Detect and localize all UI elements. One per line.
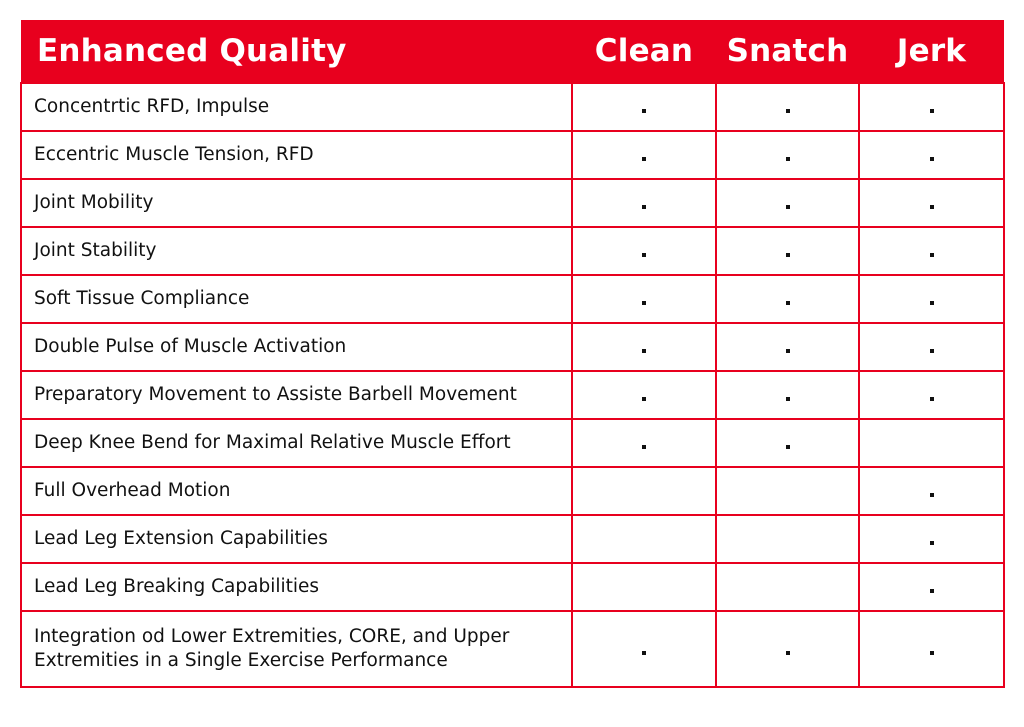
clean-cell [572, 419, 716, 467]
jerk-cell [859, 515, 1004, 563]
jerk-cell [859, 227, 1004, 275]
jerk-check-dot-icon [930, 301, 934, 305]
table-header-row [21, 20, 1004, 83]
snatch-check-dot-icon [786, 157, 790, 161]
jerk-cell [859, 467, 1004, 515]
snatch-cell [716, 179, 859, 227]
jerk-check-dot-icon [930, 205, 934, 209]
jerk-cell [859, 611, 1004, 687]
table-body [21, 83, 1004, 687]
jerk-check-dot-icon [930, 651, 934, 655]
quality-cell: Joint Stability [21, 227, 572, 275]
jerk-cell [859, 323, 1004, 371]
clean-cell [572, 611, 716, 687]
table-row [21, 227, 1004, 275]
snatch-check-dot-icon [786, 651, 790, 655]
quality-cell: Soft Tissue Compliance [21, 275, 572, 323]
jerk-check-dot-icon [930, 493, 934, 497]
clean-check-dot-icon [642, 205, 646, 209]
snatch-check-dot-icon [786, 301, 790, 305]
quality-cell: Concentrtic RFD, Impulse [21, 83, 572, 131]
table-row [21, 611, 1004, 687]
snatch-cell [716, 419, 859, 467]
snatch-check-dot-icon [786, 445, 790, 449]
table-row [21, 83, 1004, 131]
clean-check-dot-icon [642, 397, 646, 401]
table-row [21, 131, 1004, 179]
snatch-check-dot-icon [786, 349, 790, 353]
header-jerk: Jerk [859, 20, 1004, 83]
jerk-cell [859, 275, 1004, 323]
snatch-cell [716, 83, 859, 131]
header-enhanced-quality: Enhanced Quality [21, 20, 572, 83]
snatch-cell [716, 323, 859, 371]
snatch-cell [716, 611, 859, 687]
header-clean: Clean [572, 20, 716, 83]
snatch-check-dot-icon [786, 205, 790, 209]
clean-check-dot-icon [642, 109, 646, 113]
jerk-check-dot-icon [930, 349, 934, 353]
jerk-check-dot-icon [930, 589, 934, 593]
jerk-check-dot-icon [930, 253, 934, 257]
snatch-cell [716, 515, 859, 563]
clean-cell [572, 83, 716, 131]
table-row [21, 371, 1004, 419]
clean-cell [572, 323, 716, 371]
clean-check-dot-icon [642, 651, 646, 655]
snatch-check-dot-icon [786, 397, 790, 401]
clean-cell [572, 227, 716, 275]
jerk-cell [859, 179, 1004, 227]
table-row [21, 563, 1004, 611]
snatch-cell [716, 467, 859, 515]
table-row [21, 179, 1004, 227]
clean-cell [572, 179, 716, 227]
quality-cell: Lead Leg Breaking Capabilities [21, 563, 572, 611]
clean-check-dot-icon [642, 157, 646, 161]
snatch-cell [716, 371, 859, 419]
jerk-check-dot-icon [930, 397, 934, 401]
clean-check-dot-icon [642, 349, 646, 353]
snatch-cell [716, 563, 859, 611]
snatch-check-dot-icon [786, 253, 790, 257]
jerk-cell [859, 371, 1004, 419]
snatch-check-dot-icon [786, 109, 790, 113]
quality-cell: Preparatory Movement to Assiste Barbell Movement [21, 371, 572, 419]
jerk-cell [859, 131, 1004, 179]
qualities-table [20, 20, 1005, 688]
quality-cell: Eccentric Muscle Tension, RFD [21, 131, 572, 179]
clean-check-dot-icon [642, 253, 646, 257]
quality-cell: Double Pulse of Muscle Activation [21, 323, 572, 371]
snatch-cell [716, 275, 859, 323]
table-row [21, 419, 1004, 467]
quality-cell: Integration od Lower Extremities, CORE, and Upper Extremities in a Single Exercise Performance [21, 611, 572, 687]
table-row [21, 467, 1004, 515]
jerk-cell [859, 83, 1004, 131]
jerk-cell [859, 563, 1004, 611]
jerk-cell [859, 419, 1004, 467]
quality-cell: Joint Mobility [21, 179, 572, 227]
clean-cell [572, 371, 716, 419]
table-row [21, 275, 1004, 323]
snatch-cell [716, 227, 859, 275]
clean-check-dot-icon [642, 301, 646, 305]
table-row [21, 515, 1004, 563]
quality-cell: Lead Leg Extension Capabilities [21, 515, 572, 563]
clean-cell [572, 275, 716, 323]
header-snatch: Snatch [716, 20, 859, 83]
jerk-check-dot-icon [930, 541, 934, 545]
jerk-check-dot-icon [930, 109, 934, 113]
quality-cell: Deep Knee Bend for Maximal Relative Muscle Effort [21, 419, 572, 467]
clean-cell [572, 515, 716, 563]
jerk-check-dot-icon [930, 157, 934, 161]
clean-cell [572, 467, 716, 515]
quality-cell: Full Overhead Motion [21, 467, 572, 515]
clean-check-dot-icon [642, 445, 646, 449]
clean-cell [572, 131, 716, 179]
snatch-cell [716, 131, 859, 179]
clean-cell [572, 563, 716, 611]
table-row [21, 323, 1004, 371]
